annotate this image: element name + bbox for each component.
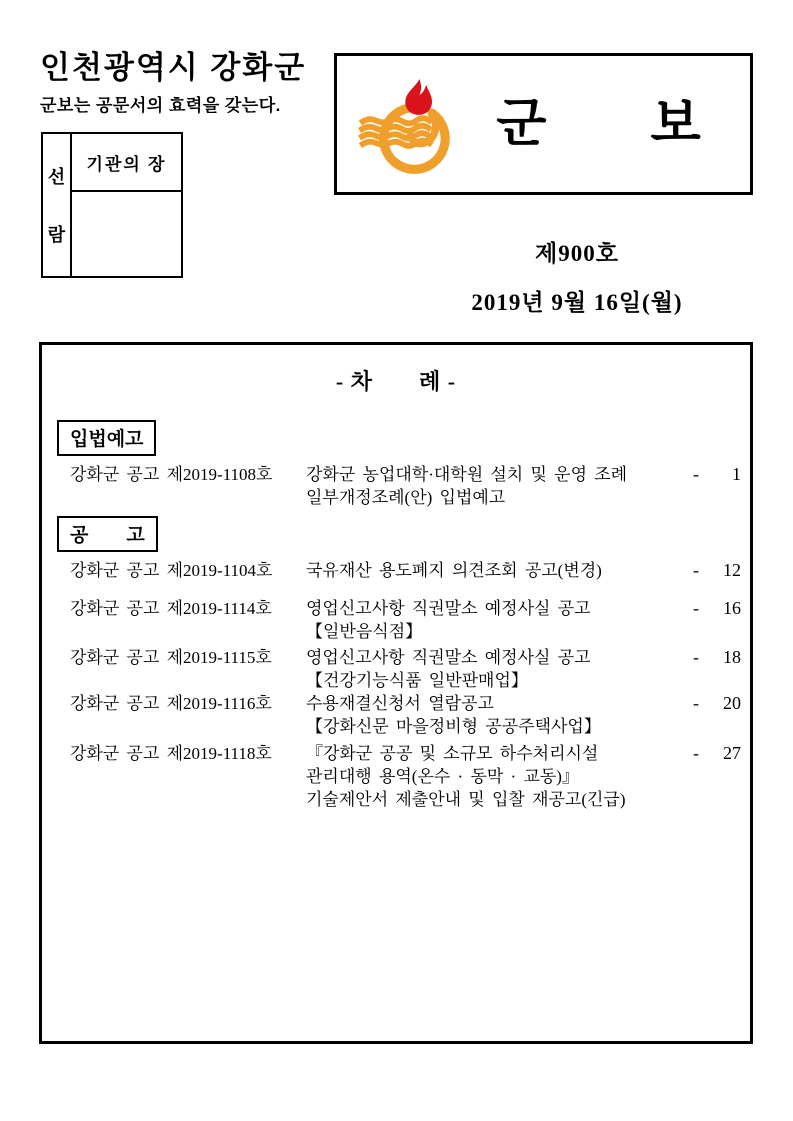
- entry-title: [306, 742, 693, 811]
- entry-title-line: 관리대행 용역(온수 · 동막 · 교동)』: [306, 767, 579, 786]
- entry-doc-no: 강화군 공고 제2019-1104호: [70, 561, 273, 580]
- entry-page-ref: [693, 597, 741, 620]
- entry-page-number: 12: [723, 560, 741, 580]
- issue-block: [400, 235, 754, 317]
- county-emblem-icon: [357, 66, 457, 182]
- entry-page-number: 27: [723, 743, 741, 763]
- emblem-wave-stripe: [362, 133, 429, 138]
- entry-doc-no: 강화군 공고 제2019-1114호: [70, 599, 272, 618]
- toc-entry: [70, 559, 750, 582]
- entry-title-line: 【강화신문 마을정비형 공공주택사업】: [306, 717, 601, 736]
- emblem-wave-stripe: [362, 126, 429, 131]
- entry-title-line: 영업신고사항 직권말소 예정사실 공고: [306, 599, 591, 618]
- entry-page-number: 1: [732, 464, 741, 484]
- entry-title-line: 일부개정조례(안) 입법예고: [306, 488, 506, 507]
- entry-title-line: 국유재산 용도폐지 의견조회 공고(변경): [306, 561, 602, 580]
- entry-page-ref: [693, 463, 741, 486]
- entry-title-line: 기술제안서 제출안내 및 입찰 재공고(긴급): [306, 790, 626, 809]
- gazette-title: 군 보: [496, 95, 701, 153]
- entry-page-number: 18: [723, 647, 741, 667]
- issue-date: 2019년 9월 16일(월): [471, 290, 683, 315]
- toc-entry: [70, 463, 750, 509]
- entry-title: [306, 463, 693, 509]
- approval-main-column: [72, 134, 181, 276]
- approval-side-label: [43, 134, 72, 276]
- entry-title: [306, 559, 693, 582]
- toc-entry: [70, 692, 750, 738]
- entry-page-ref: [693, 646, 741, 669]
- agency-head-cell: 기관의 장: [72, 134, 181, 192]
- approval-side-char-ram: 람: [47, 225, 66, 245]
- toc-entry: [70, 742, 750, 811]
- issue-number: 제900호: [535, 241, 619, 266]
- toc-entry: [70, 646, 750, 692]
- section-label: 공 고: [57, 516, 158, 552]
- organization-block: [40, 50, 306, 116]
- entry-page-dash: -: [693, 598, 699, 618]
- approval-stamp-table: [41, 132, 183, 278]
- toc-section-public-notice: [57, 516, 750, 811]
- toc-entry: [70, 597, 750, 643]
- approval-signature-cell: [72, 192, 181, 276]
- toc-title: - 차 례 -: [335, 369, 457, 394]
- toc-box: [39, 342, 753, 1044]
- approval-side-char-seon: 선: [47, 167, 66, 187]
- entry-title-line: 수용재결신청서 열람공고: [306, 694, 494, 713]
- entry-title-line: 영업신고사항 직권말소 예정사실 공고: [306, 648, 591, 667]
- entry-page-dash: -: [693, 560, 699, 580]
- entry-page-dash: -: [693, 464, 699, 484]
- gazette-effect-note: 군보는 공문서의 효력을 갖는다.: [40, 96, 281, 115]
- entry-title: [306, 646, 693, 692]
- entry-doc-no: 강화군 공고 제2019-1116호: [70, 694, 272, 713]
- entry-doc-no: 강화군 공고 제2019-1118호: [70, 744, 272, 763]
- entry-title: [306, 597, 693, 643]
- entry-title-line: 【일반음식점】: [306, 622, 423, 641]
- entry-page-number: 20: [723, 693, 741, 713]
- entry-doc-no: 강화군 공고 제2019-1115호: [70, 648, 272, 667]
- emblem-flame: [405, 79, 432, 115]
- section-entries: [57, 463, 750, 509]
- section-entries: [57, 559, 750, 811]
- entry-page-number: 16: [723, 598, 741, 618]
- emblem-wave-stripe: [363, 118, 430, 123]
- entry-title: [306, 692, 693, 738]
- entry-page-dash: -: [693, 647, 699, 667]
- entry-title-line: 강화군 농업대학·대학원 설치 및 운영 조례: [306, 465, 628, 484]
- entry-page-ref: [693, 559, 741, 582]
- entry-title-line: 『강화군 공공 및 소규모 하수처리시설: [306, 744, 599, 763]
- entry-doc-no: 강화군 공고 제2019-1108호: [70, 465, 273, 484]
- toc-section-legislation-notice: [57, 420, 750, 509]
- entry-page-ref: [693, 742, 741, 765]
- entry-page-dash: -: [693, 693, 699, 713]
- entry-page-dash: -: [693, 743, 699, 763]
- organization-title: 인천광역시 강화군: [40, 50, 307, 85]
- entry-page-ref: [693, 692, 741, 715]
- masthead-box: [334, 53, 753, 195]
- section-label: 입법예고: [57, 420, 156, 456]
- entry-title-line: 【건강기능식품 일반판매업】: [306, 671, 528, 690]
